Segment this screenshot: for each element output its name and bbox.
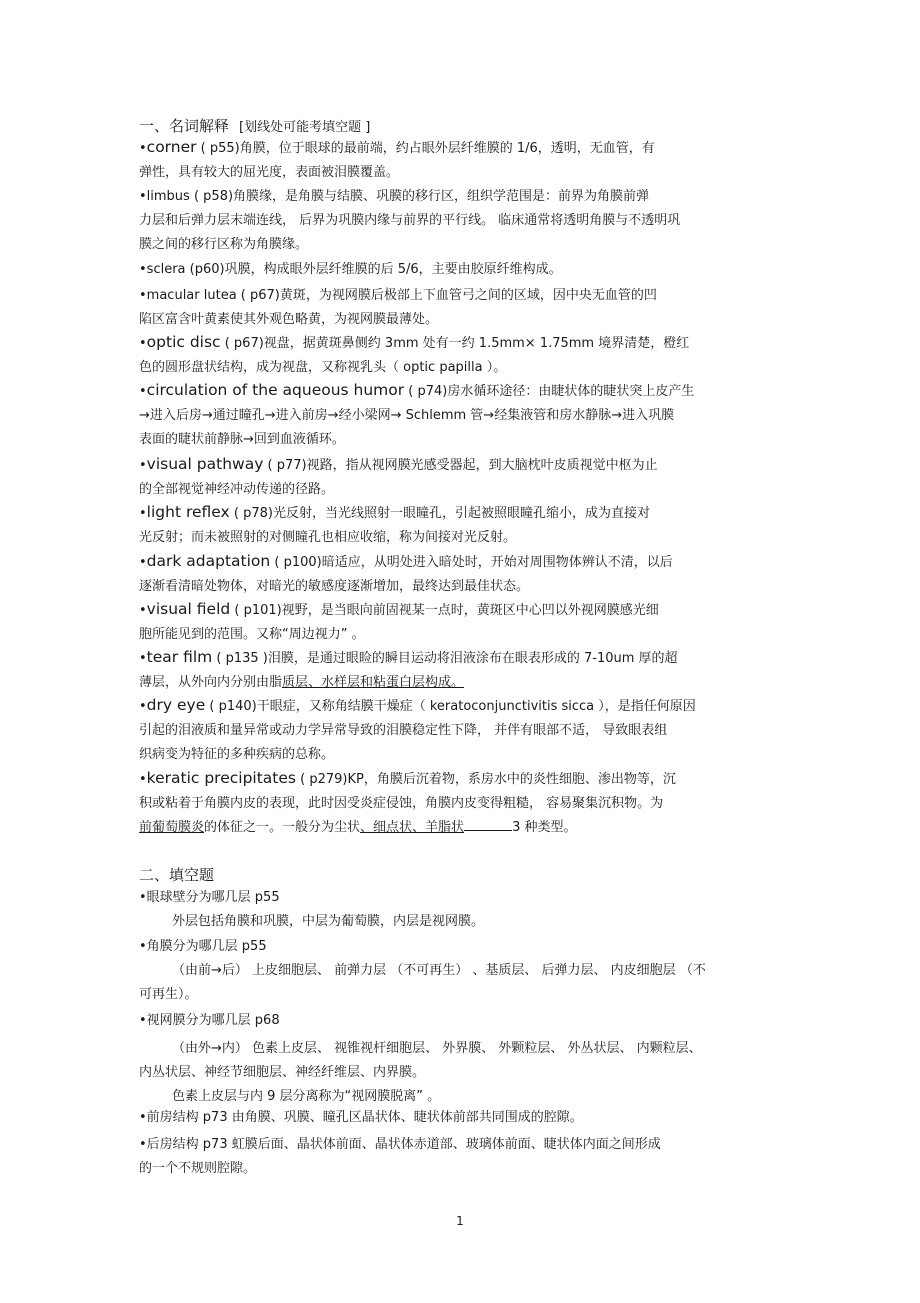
entry-term: corner bbox=[146, 138, 197, 156]
entry-term: visual field bbox=[146, 600, 231, 618]
entry-text: 视盘，据黄斑鼻侧约 3mm 处有一约 1.5mm× 1.75mm 境界清楚，橙红 bbox=[263, 336, 690, 351]
entry-ref: ( p67) bbox=[224, 336, 264, 351]
entry-visual-pathway bbox=[139, 452, 779, 502]
entry-macular-lutea bbox=[139, 284, 779, 332]
entry-text: KP，角膜后沉着物，系房水中的炎性细胞、渗出物等，沉 bbox=[347, 772, 676, 787]
entry-light-reflex bbox=[139, 500, 779, 550]
fill-item-retina-layers bbox=[139, 1009, 779, 1109]
entry-term: circulation of the aqueous humor bbox=[146, 381, 405, 399]
entry-text: 干眼症，又称角结膜干燥症（ keratoconjunctivitis sicca ），是指任何原因 bbox=[256, 699, 696, 714]
bullet: • bbox=[139, 189, 147, 204]
entry-aqueous-humor bbox=[139, 378, 779, 452]
entry-text: 的体征之一。一般分为尘状 bbox=[204, 820, 361, 835]
entry-text: 光反射；而未被照射的对侧瞳孔也相应收缩，称为间接对光反射。 bbox=[139, 530, 517, 545]
entry-text: 暗适应，从明处进入暗处时，开始对周围物体辨认不清，以后 bbox=[321, 555, 673, 570]
entry-term: light reflex bbox=[146, 503, 230, 521]
entry-ref: ( p78) bbox=[233, 506, 273, 521]
entry-term: dark adaptation bbox=[146, 552, 271, 570]
question-text: 前房结构 p73 由角膜、巩膜、瞳孔区晶状体、睫状体前部共同围成的腔隙。 bbox=[146, 1110, 583, 1125]
answer-text: 内丛状层、神经节细胞层、神经纤维层、内界膜。 bbox=[139, 1065, 426, 1080]
entry-text: 逐渐看清暗处物体，对暗光的敏感度逐渐增加，最终达到最佳状态。 bbox=[139, 579, 530, 594]
section-2-heading bbox=[139, 865, 214, 885]
entry-ref: ( p77) bbox=[267, 458, 307, 473]
answer-text: （由前→后） 上皮细胞层、 前弹力层 （不可再生） 、基质层、 后弹力层、 内皮细胞层 （不 bbox=[172, 963, 706, 978]
entry-text: 织病变为特征的多种疾病的总称。 bbox=[139, 747, 335, 762]
entry-text: 房水循环途径：由睫状体的睫状突上皮产生 bbox=[447, 384, 695, 399]
entry-text: 巩膜，构成眼外层纤维膜的后 5/6，主要由胶原纤维构成。 bbox=[224, 262, 562, 277]
entry-text: 弹性，具有较大的屈光度，表面被泪膜覆盖。 bbox=[139, 165, 400, 180]
entry-text: 角膜，位于眼球的最前端，约占眼外层纤维膜的 1/6，透明，无血管，有 bbox=[239, 141, 655, 156]
answer-text: （由外→内） 色素上皮层、 视锥视杆细胞层、 外界膜、 外颗粒层、 外丛状层、 内颗粒层、 bbox=[172, 1041, 702, 1056]
bullet: • bbox=[139, 939, 147, 954]
entry-text: 黄斑，为视网膜后极部上下血管弓之间的区域，因中央无血管的凹 bbox=[279, 288, 657, 303]
question-text: 的一个不规则腔隙。 bbox=[139, 1161, 257, 1176]
entry-term: dry eye bbox=[146, 696, 206, 714]
entry-ref: (p60) bbox=[189, 262, 225, 277]
entry-text: 光反射，当光线照射一眼瞳孔，引起被照眼瞳孔缩小，成为直接对 bbox=[272, 506, 650, 521]
entry-term: tear film bbox=[146, 648, 213, 666]
entry-text: 薄层，从外向内分别由脂 bbox=[139, 675, 283, 690]
page-number: 1 bbox=[456, 1214, 464, 1228]
bullet: • bbox=[139, 699, 147, 714]
section-1-title: 一、名词解释 bbox=[139, 117, 230, 135]
bullet: • bbox=[139, 458, 147, 473]
bullet: • bbox=[139, 890, 147, 905]
entry-text: 表面的睫状前静脉→回到血液循环。 bbox=[139, 432, 345, 447]
fill-item-anterior-chamber bbox=[139, 1106, 779, 1130]
underlined-text: 、羊脂状 bbox=[412, 820, 465, 835]
entry-ref: ( p67) bbox=[240, 288, 280, 303]
entry-corner bbox=[139, 135, 779, 185]
entry-term: macular lutea bbox=[146, 288, 237, 303]
entry-ref: ( p101) bbox=[234, 603, 282, 618]
bullet: • bbox=[139, 506, 147, 521]
entry-text: 陷区富含叶黄素使其外观色略黄，为视网膜最薄处。 bbox=[139, 312, 439, 327]
entry-text: 3 种类型。 bbox=[512, 820, 577, 835]
entry-text: 力层和后弹力层末端连线， 后界为巩膜内缘与前界的平行线。 临床通常将透明角膜与不透明巩 bbox=[139, 213, 681, 228]
bullet: • bbox=[139, 262, 147, 277]
entry-text: 引起的泪液质和量异常或动力学异常导致的泪膜稳定性下降， 并伴有眼部不适， 导致眼表组 bbox=[139, 723, 668, 738]
bullet: • bbox=[139, 288, 147, 303]
bullet: • bbox=[139, 555, 147, 570]
section-1-note: [划线处可能考填空题 ] bbox=[239, 120, 371, 135]
entry-ref: ( p55) bbox=[200, 141, 240, 156]
bullet: • bbox=[139, 1110, 147, 1125]
entry-text: 视路，指从视网膜光感受器起，到大脑枕叶皮质视觉中枢为止 bbox=[306, 458, 658, 473]
entry-text: 胞所能见到的范围。又称“周边视力” 。 bbox=[139, 627, 365, 642]
underlined-text: 质层、水样层和粘蛋白层构成。 bbox=[282, 675, 465, 690]
entry-dry-eye bbox=[139, 693, 779, 767]
entry-sclera bbox=[139, 258, 779, 282]
entry-ref: ( p279) bbox=[300, 772, 348, 787]
bullet: • bbox=[139, 336, 147, 351]
entry-term: keratic precipitates bbox=[146, 769, 296, 787]
bullet: • bbox=[139, 772, 147, 787]
entry-term: optic disc bbox=[146, 333, 221, 351]
section-2-title: 二、填空题 bbox=[139, 866, 215, 884]
entry-ref: ( p140) bbox=[209, 699, 257, 714]
entry-keratic-precipitates bbox=[139, 766, 779, 840]
bullet: • bbox=[139, 1013, 147, 1028]
entry-text: 角膜缘，是角膜与结膜、巩膜的移行区，组织学范围是：前界为角膜前弹 bbox=[233, 189, 650, 204]
fill-item-posterior-chamber bbox=[139, 1133, 779, 1181]
answer-text: 外层包括角膜和巩膜，中层为葡萄膜，内层是视网膜。 bbox=[172, 914, 485, 929]
entry-text: 色的圆形盘状结构，成为视盘，又称视乳头（ optic papilla ）。 bbox=[139, 360, 507, 375]
underlined-text: 前葡萄膜炎 bbox=[139, 820, 205, 835]
bullet: • bbox=[139, 141, 147, 156]
entry-text: →进入后房→通过瞳孔→进入前房→经小梁网→ Schlemm 管→经集液管和房水静脉→进入巩膜 bbox=[139, 408, 675, 423]
entry-visual-field bbox=[139, 597, 779, 647]
entry-ref: ( p58) bbox=[193, 189, 234, 204]
entry-term: sclera bbox=[146, 262, 186, 277]
answer-text: 可再生）。 bbox=[139, 987, 198, 1002]
entry-tear-film bbox=[139, 645, 779, 695]
bullet: • bbox=[139, 1137, 147, 1152]
bullet: • bbox=[139, 603, 147, 618]
question-text: 视网膜分为哪几层 p68 bbox=[146, 1013, 280, 1028]
entry-ref: ( p135 ) bbox=[216, 651, 268, 666]
entry-text: 视野，是当眼向前固视某一点时，黄斑区中心凹以外视网膜感光细 bbox=[281, 603, 659, 618]
underlined-text: 、细点状 bbox=[360, 820, 413, 835]
entry-text: 的全部视觉神经冲动传递的径路。 bbox=[139, 482, 335, 497]
entry-ref: ( p100) bbox=[274, 555, 322, 570]
entry-dark-adaptation bbox=[139, 549, 779, 599]
question-text: 后房结构 p73 虹膜后面、晶状体前面、晶状体赤道部、玻璃体前面、睫状体内面之间形成 bbox=[146, 1137, 661, 1152]
entry-term: limbus bbox=[146, 189, 190, 204]
fill-blank-line bbox=[464, 818, 512, 831]
entry-optic-disc bbox=[139, 330, 779, 380]
bullet: • bbox=[139, 384, 147, 399]
answer-text: 色素上皮层与内 9 层分离称为“视网膜脱离” 。 bbox=[172, 1089, 441, 1104]
fill-item-cornea-layers bbox=[139, 935, 779, 1007]
bullet: • bbox=[139, 651, 147, 666]
entry-text: 积或粘着于角膜内皮的表现，此时因受炎症侵蚀，角膜内皮变得粗糙， 容易聚集沉积物。为 bbox=[139, 796, 664, 811]
entry-term: visual pathway bbox=[146, 455, 264, 473]
question-text: 角膜分为哪几层 p55 bbox=[146, 939, 267, 954]
entry-limbus bbox=[139, 185, 779, 257]
entry-text: 膜之间的移行区称为角膜缘。 bbox=[139, 237, 309, 252]
question-text: 眼球壁分为哪几层 p55 bbox=[146, 890, 280, 905]
entry-text: 泪膜，是通过眼睑的瞬目运动将泪液涂布在眼表形成的 7-10um 厚的超 bbox=[267, 651, 678, 666]
fill-item-eyeball-wall bbox=[139, 886, 779, 934]
entry-ref: ( p74) bbox=[408, 384, 448, 399]
